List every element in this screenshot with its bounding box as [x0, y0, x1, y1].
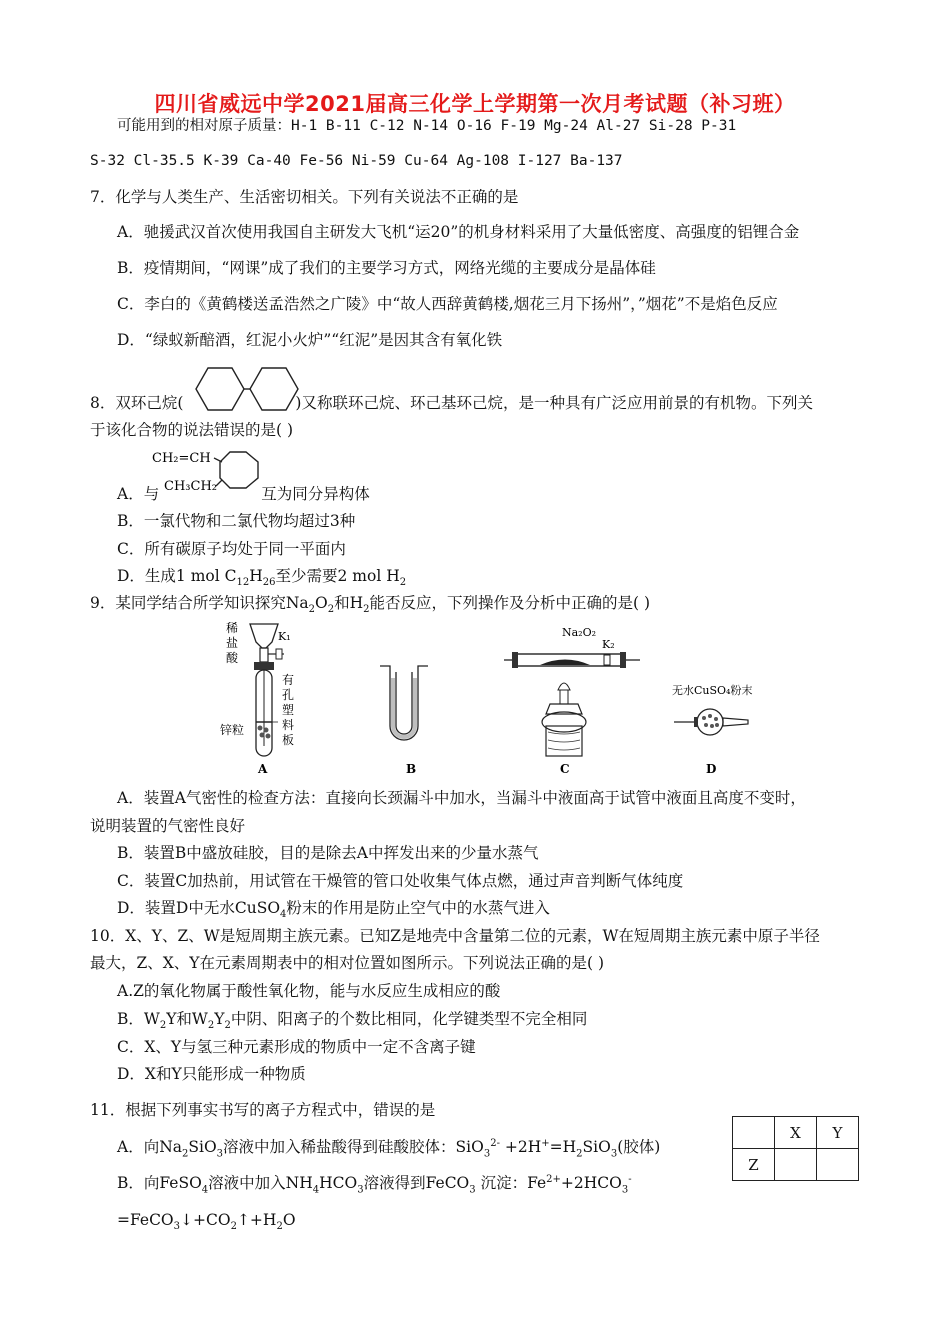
svg-text:盐: 盐	[226, 636, 239, 650]
page-title: 四川省威远中学2021届高三化学上学期第一次月考试题（补习班）	[154, 92, 796, 116]
svg-text:无水CuSO₄粉末: 无水CuSO₄粉末	[672, 684, 753, 697]
q8-option-d: D．生成1 mol $C_{12}H_{26}$至少需要2 mol $H_2$	[117, 567, 407, 589]
svg-text:孔: 孔	[282, 688, 295, 702]
q8-option-a	[117, 484, 370, 504]
atomic-mass-line-2: S-32 Cl-35.5 K-39 Ca-40 Fe-56 Ni-59 Cu-64 Ag-108 I-127 Ba-137	[90, 153, 623, 169]
q8-option-a-post: 互为同分异构体	[261, 485, 370, 503]
table-cell	[775, 1149, 817, 1181]
svg-text:稀: 稀	[226, 621, 239, 635]
q9-option-c: C．装置C加热前，用试管在干燥管的管口处收集气体点燃，通过声音判断气体纯度	[117, 872, 684, 890]
svg-text:K₂: K₂	[602, 638, 615, 651]
atomic-mass-line-1: 可能用到的相对原子质量：H-1 B-11 C-12 N-14 O-16 F-19 Mg-24 Al-27 Si-28 P-31	[117, 118, 737, 134]
q8-stem-pre: 8．双环己烷(	[90, 394, 184, 412]
bicyclohexyl-structure	[188, 358, 306, 420]
q8-stem-2: 于该化合物的说法错误的是( )	[90, 421, 294, 439]
svg-text:酸: 酸	[226, 651, 239, 665]
table-cell	[817, 1149, 859, 1181]
q9-stem: 9．某同学结合所学知识探究$Na_2O_2$和$H_2$能否反应，下列操作及分析中正确的是( )	[90, 594, 651, 616]
svg-text:锌粒: 锌粒	[220, 723, 245, 737]
q7-option-a: A．驰援武汉首次使用我国自主研发大飞机“运20”的机身材料采用了大量低密度、高强度的铝锂合金	[117, 223, 800, 241]
svg-text:板: 板	[282, 733, 295, 747]
apparatus-a	[220, 620, 294, 776]
q10-stem-2: 最大，Z、X、Y在元素周期表中的相对位置如图所示。下列说法正确的是( )	[90, 954, 605, 972]
q9-option-b: B．装置B中盛放硅胶，目的是除去A中挥发出来的少量水蒸气	[117, 844, 539, 862]
svg-text:Na₂O₂: Na₂O₂	[562, 626, 597, 639]
q8-option-b: B．一氯代物和二氯代物均超过3种	[117, 512, 356, 530]
svg-text:塑: 塑	[282, 703, 295, 717]
q7-stem: 7．化学与人类生产、生活密切相关。下列有关说法不正确的是	[90, 188, 519, 206]
q8-option-a-pre: A．与	[117, 485, 160, 503]
q10-option-a: A.Z的氧化物属于酸性氧化物，能与水反应生成相应的酸	[117, 982, 501, 1000]
apparatus-d	[672, 683, 752, 776]
table-cell-y: Y	[817, 1117, 859, 1149]
q7-option-c: C．李白的《黄鹤楼送孟浩然之广陵》中“故人西辞黄鹤楼,烟花三月下扬州”，”烟花”不是焰色反应	[117, 295, 778, 313]
svg-text:A: A	[258, 762, 268, 776]
q9-option-d: D．装置D中无水CuSO$_4$粉末的作用是防止空气中的水蒸气进入	[117, 899, 550, 921]
svg-text:料: 料	[282, 718, 295, 732]
q11-option-b-cont: $=FeCO_3↓+CO_2↑+H_2O$	[117, 1211, 296, 1233]
q11-option-b: B．向FeSO$_4$溶液中加入$NH_4HCO_3$溶液得到FeCO$_3$ 沉淀：$Fe^{2+}+2HCO_3^-$	[117, 1174, 632, 1196]
q10-option-d: D．X和Y只能形成一种物质	[117, 1065, 306, 1083]
svg-text:K₁: K₁	[278, 630, 291, 643]
ethyl-group-label: CH₃CH₂	[164, 479, 217, 494]
table-cell-z: Z	[733, 1149, 775, 1181]
q9-option-a-cont: 说明装置的气密性良好	[90, 817, 246, 835]
q7-option-d: D．“绿蚁新醅酒，红泥小火炉”“红泥”是因其含有氧化铁	[117, 331, 503, 349]
table-cell-x: X	[775, 1117, 817, 1149]
apparatus-c	[504, 626, 640, 776]
q10-option-b: B．$W_2Y$和$W_2Y_2$中阴、阳离子的个数比相同，化学键类型不完全相同	[117, 1010, 588, 1032]
q8-option-c: C．所有碳原子均处于同一平面内	[117, 540, 346, 558]
q8-stem-post: )又称联环己烷、环己基环己烷，是一种具有广泛应用前景的有机物。下列关	[295, 394, 813, 412]
q9-option-a: A．装置A气密性的检查方法：直接向长颈漏斗中加水，当漏斗中液面高于试管中液面且高度不变时，	[117, 789, 806, 807]
q11-stem: 11．根据下列事实书写的离子方程式中，错误的是	[90, 1101, 436, 1119]
q10-stem-1: 10．X、Y、Z、W是短周期主族元素。已知Z是地壳中含量第二位的元素，W在短周期主族元素中原子半径	[90, 927, 820, 945]
vinyl-group-label: CH₂=CH	[152, 451, 211, 466]
svg-text:有: 有	[282, 673, 295, 687]
svg-text:D: D	[706, 762, 717, 776]
apparatus-b	[380, 666, 428, 776]
apparatus-figure	[220, 618, 780, 783]
svg-text:C: C	[560, 762, 570, 776]
periodic-position-table	[732, 1116, 859, 1181]
q7-option-b: B．疫情期间，“网课”成了我们的主要学习方式，网络光缆的主要成分是晶体硅	[117, 259, 656, 277]
q11-option-a: A．向$Na_2SiO_3$溶液中加入稀盐酸得到硅酸胶体：$SiO_3^{2-} +2H^+=H_2SiO_3$(胶体)	[117, 1138, 661, 1160]
table-cell	[733, 1117, 775, 1149]
q10-option-c: C．X、Y与氢三种元素形成的物质中一定不含离子键	[117, 1038, 476, 1056]
svg-text:B: B	[406, 762, 417, 776]
